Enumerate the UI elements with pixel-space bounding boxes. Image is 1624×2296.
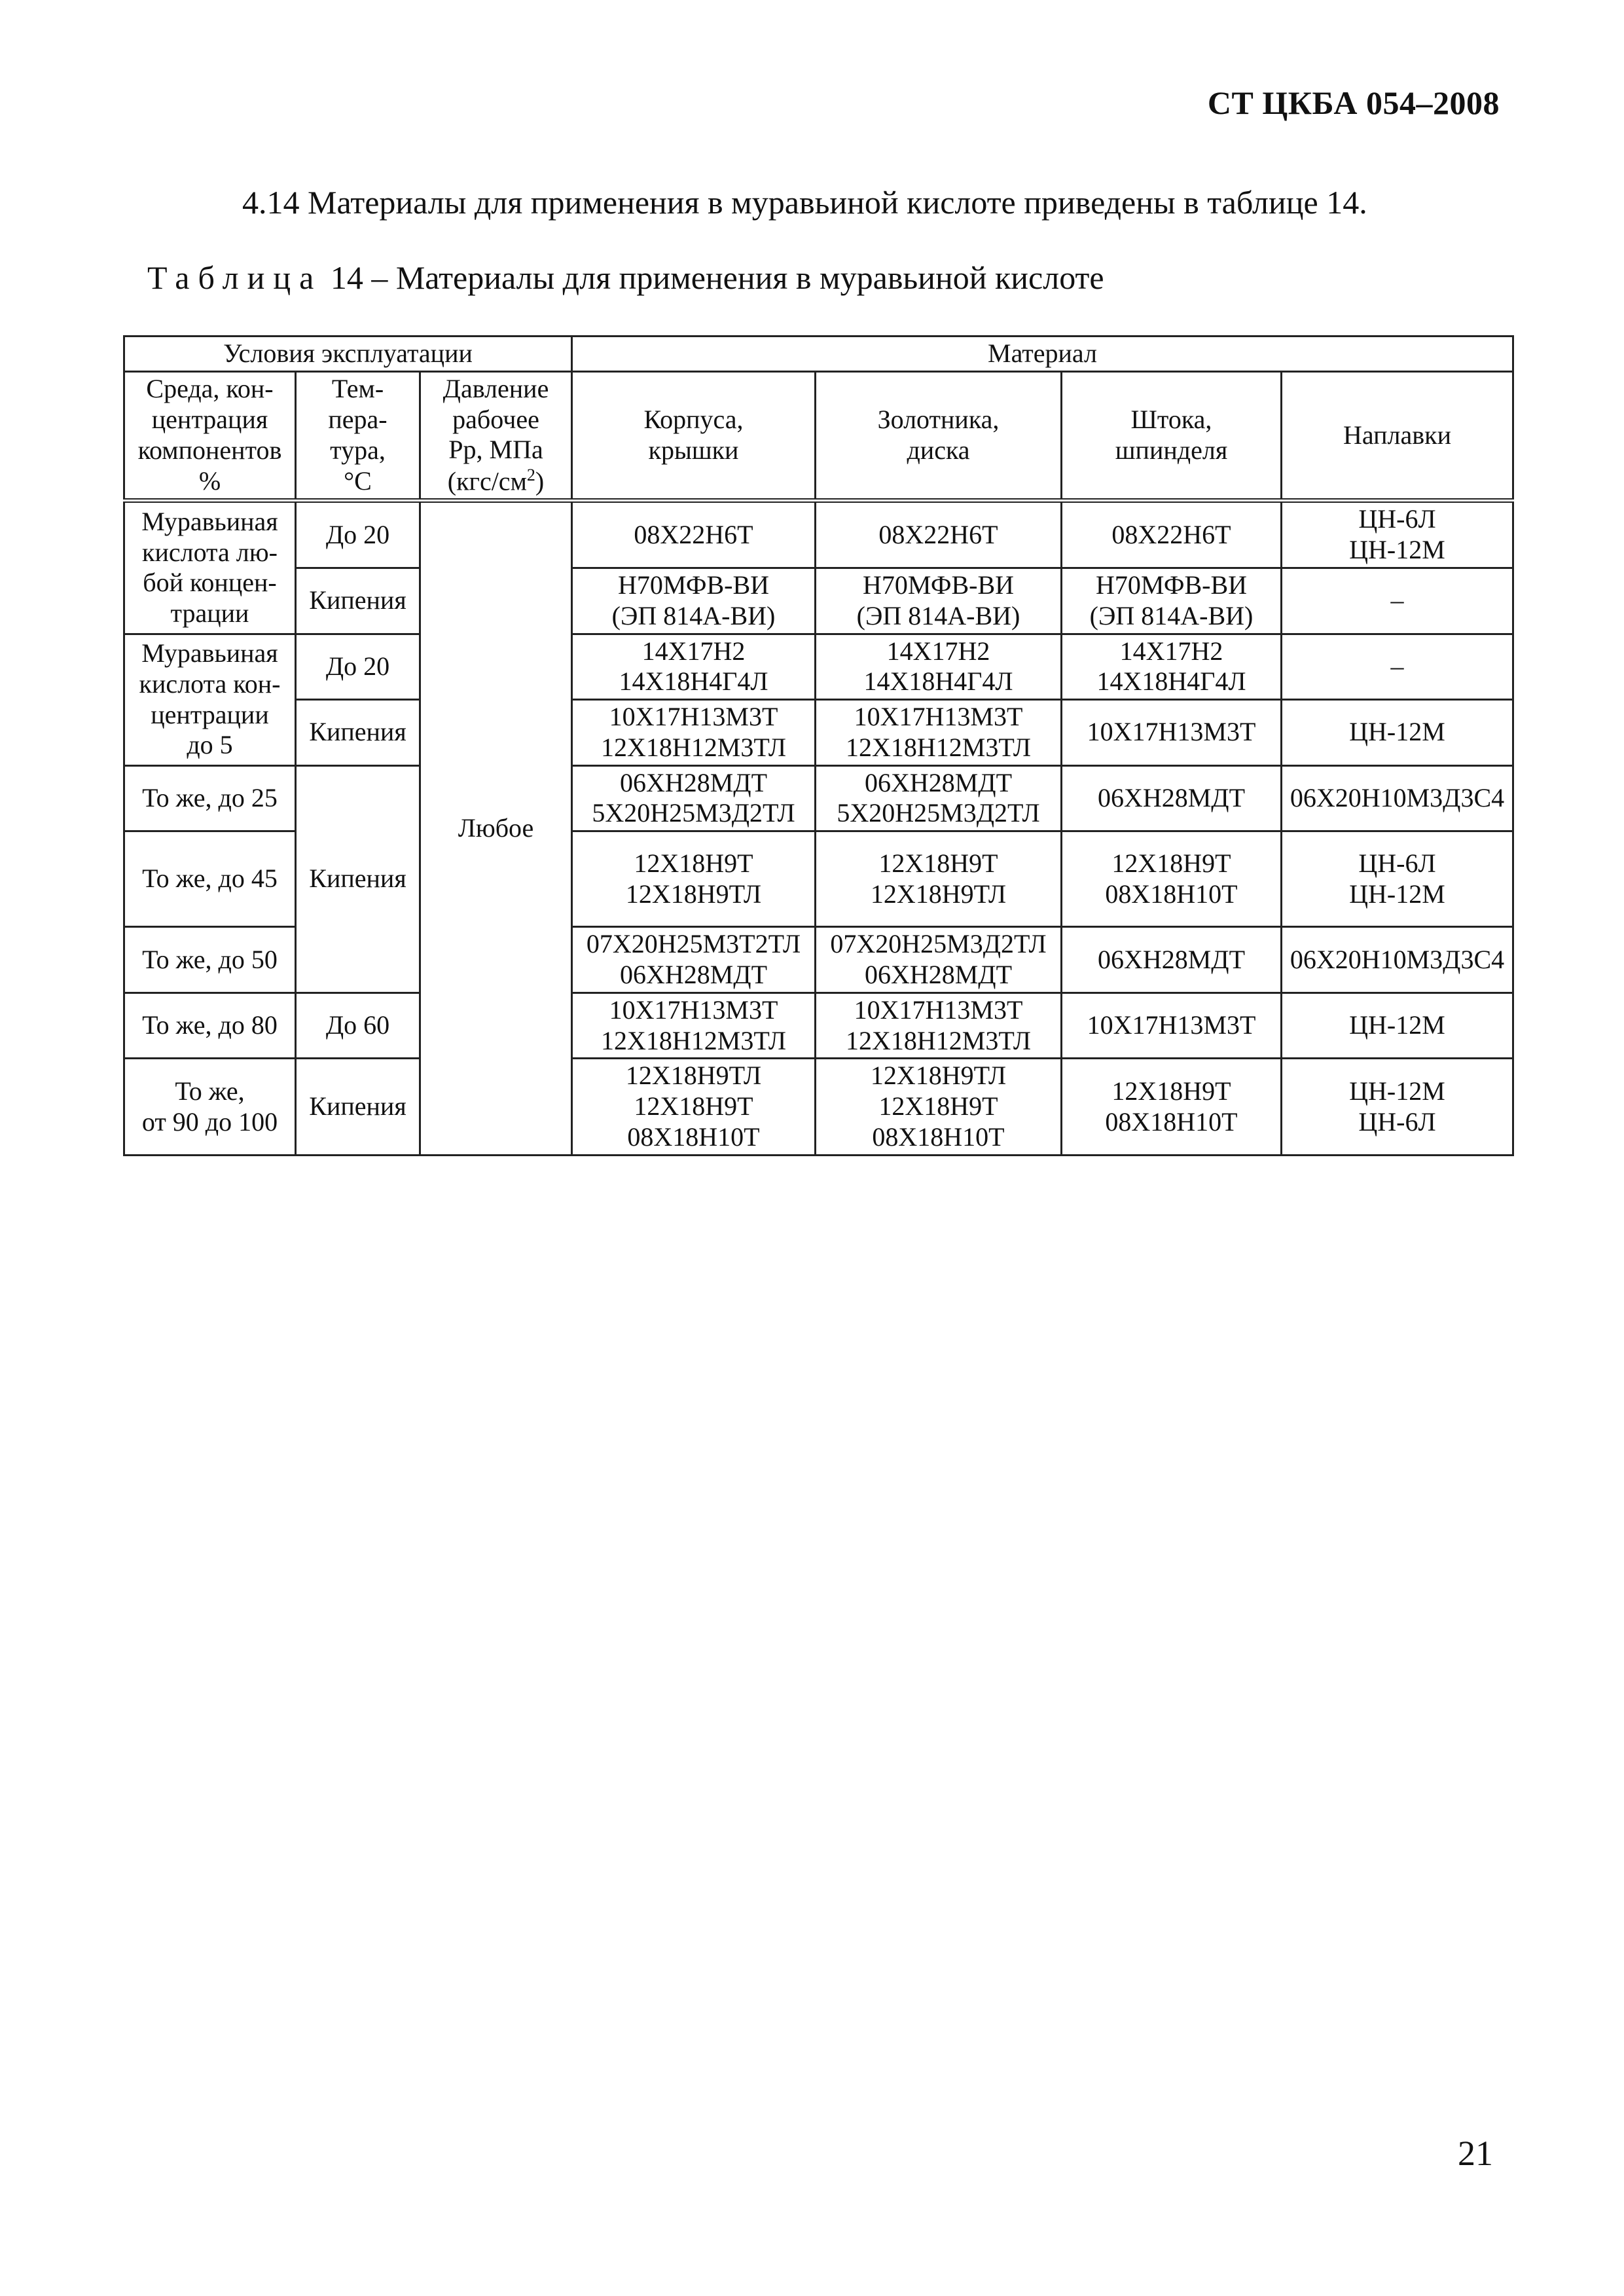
body-cell: 10Х17Н13М3Т 12Х18Н12М3ТЛ: [572, 700, 816, 766]
header-pressure: [420, 371, 572, 501]
table-caption-text: 14 – Материалы для применения в муравьиной кислоте: [322, 259, 1104, 296]
body-cell: 10Х17Н13М3Т 12Х18Н12М3ТЛ: [572, 993, 816, 1059]
disk-cell: 08Х22Н6Т: [816, 501, 1062, 568]
disk-cell: 12Х18Н9ТЛ 12Х18Н9Т 08Х18Н10Т: [816, 1059, 1062, 1155]
header-pressure-text: Давление рабочее Рр, МПа (кгс/см: [442, 373, 549, 496]
document-code: СТ ЦКБА 054–2008: [1207, 84, 1500, 121]
medium-cell: То же, до 50: [124, 927, 296, 993]
hardfacing-cell: ЦН-6Л ЦН-12М: [1282, 501, 1513, 568]
hardfacing-cell: 06Х20Н10М3Д3С4: [1282, 765, 1513, 831]
disk-cell: 10Х17Н13М3Т 12Х18Н12М3ТЛ: [816, 700, 1062, 766]
header-temperature: Тем- пера- тура, °C: [296, 371, 420, 501]
medium-cell: Муравьиная кислота лю- бой концен- трации: [124, 501, 296, 634]
temperature-cell: До 20: [296, 501, 420, 568]
body-cell: 06ХН28МДТ 5Х20Н25М3Д2ТЛ: [572, 765, 816, 831]
intro-paragraph: 4.14 Материалы для применения в муравьиной кислоте приведены в таблице 14.: [242, 184, 1367, 221]
table-row: [124, 700, 1513, 766]
header-medium: Среда, кон- центрация компонентов %: [124, 371, 296, 501]
disk-cell: 07Х20Н25М3Д2ТЛ 06ХН28МДТ: [816, 927, 1062, 993]
stem-cell: 06ХН28МДТ: [1062, 765, 1282, 831]
hardfacing-cell: ЦН-12М: [1282, 700, 1513, 766]
hardfacing-cell: –: [1282, 634, 1513, 700]
table-row: [124, 501, 1513, 568]
stem-cell: 12Х18Н9Т 08Х18Н10Т: [1062, 831, 1282, 927]
table-group-header-row: [124, 337, 1513, 372]
header-hardfacing: Наплавки: [1282, 371, 1513, 501]
disk-cell: 10Х17Н13М3Т 12Х18Н12М3ТЛ: [816, 993, 1062, 1059]
body-cell: Н70МФВ-ВИ (ЭП 814А-ВИ): [572, 568, 816, 634]
body-cell: 07Х20Н25М3Т2ТЛ 06ХН28МДТ: [572, 927, 816, 993]
header-conditions: Условия эксплуатации: [124, 337, 572, 372]
table-row: [124, 568, 1513, 634]
header-pressure-sup: 2: [526, 465, 535, 485]
stem-cell: 12Х18Н9Т 08Х18Н10Т: [1062, 1059, 1282, 1155]
medium-cell: То же, до 45: [124, 831, 296, 927]
temperature-cell: Кипения: [296, 568, 420, 634]
disk-cell: Н70МФВ-ВИ (ЭП 814А-ВИ): [816, 568, 1062, 634]
header-material: Материал: [572, 337, 1513, 372]
body-cell: 14Х17Н2 14Х18Н4Г4Л: [572, 634, 816, 700]
stem-cell: 10Х17Н13М3Т: [1062, 700, 1282, 766]
stem-cell: 10Х17Н13М3Т: [1062, 993, 1282, 1059]
stem-cell: 08Х22Н6Т: [1062, 501, 1282, 568]
stem-cell: Н70МФВ-ВИ (ЭП 814А-ВИ): [1062, 568, 1282, 634]
table-row: [124, 1059, 1513, 1155]
temperature-cell: Кипения: [296, 1059, 420, 1155]
materials-table: [123, 335, 1514, 1156]
hardfacing-cell: ЦН-6Л ЦН-12М: [1282, 831, 1513, 927]
table-caption: [147, 259, 1104, 297]
medium-cell: То же, от 90 до 100: [124, 1059, 296, 1155]
body-cell: 12Х18Н9Т 12Х18Н9ТЛ: [572, 831, 816, 927]
hardfacing-cell: –: [1282, 568, 1513, 634]
table-caption-word: Таблица: [147, 259, 323, 296]
body-cell: 08Х22Н6Т: [572, 501, 816, 568]
medium-cell: То же, до 25: [124, 765, 296, 831]
disk-cell: 12Х18Н9Т 12Х18Н9ТЛ: [816, 831, 1062, 927]
temperature-cell: До 60: [296, 993, 420, 1059]
table-row: [124, 993, 1513, 1059]
medium-cell: То же, до 80: [124, 993, 296, 1059]
table-row: [124, 765, 1513, 831]
temperature-cell: До 20: [296, 634, 420, 700]
hardfacing-cell: ЦН-12М ЦН-6Л: [1282, 1059, 1513, 1155]
temperature-cell: Кипения: [296, 765, 420, 993]
disk-cell: 06ХН28МДТ 5Х20Н25М3Д2ТЛ: [816, 765, 1062, 831]
header-disk: Золотника, диска: [816, 371, 1062, 501]
header-pressure-close: ): [535, 466, 545, 496]
stem-cell: 06ХН28МДТ: [1062, 927, 1282, 993]
header-stem: Штока, шпинделя: [1062, 371, 1282, 501]
hardfacing-cell: ЦН-12М: [1282, 993, 1513, 1059]
body-cell: 12Х18Н9ТЛ 12Х18Н9Т 08Х18Н10Т: [572, 1059, 816, 1155]
temperature-cell: Кипения: [296, 700, 420, 766]
header-body: Корпуса, крышки: [572, 371, 816, 501]
medium-cell: Муравьиная кислота кон- центрации до 5: [124, 634, 296, 765]
hardfacing-cell: 06Х20Н10М3Д3С4: [1282, 927, 1513, 993]
stem-cell: 14Х17Н2 14Х18Н4Г4Л: [1062, 634, 1282, 700]
disk-cell: 14Х17Н2 14Х18Н4Г4Л: [816, 634, 1062, 700]
page-number: 21: [1458, 2134, 1493, 2173]
table-column-header-row: [124, 371, 1513, 501]
pressure-cell: Любое: [420, 501, 572, 1156]
table-row: [124, 634, 1513, 700]
